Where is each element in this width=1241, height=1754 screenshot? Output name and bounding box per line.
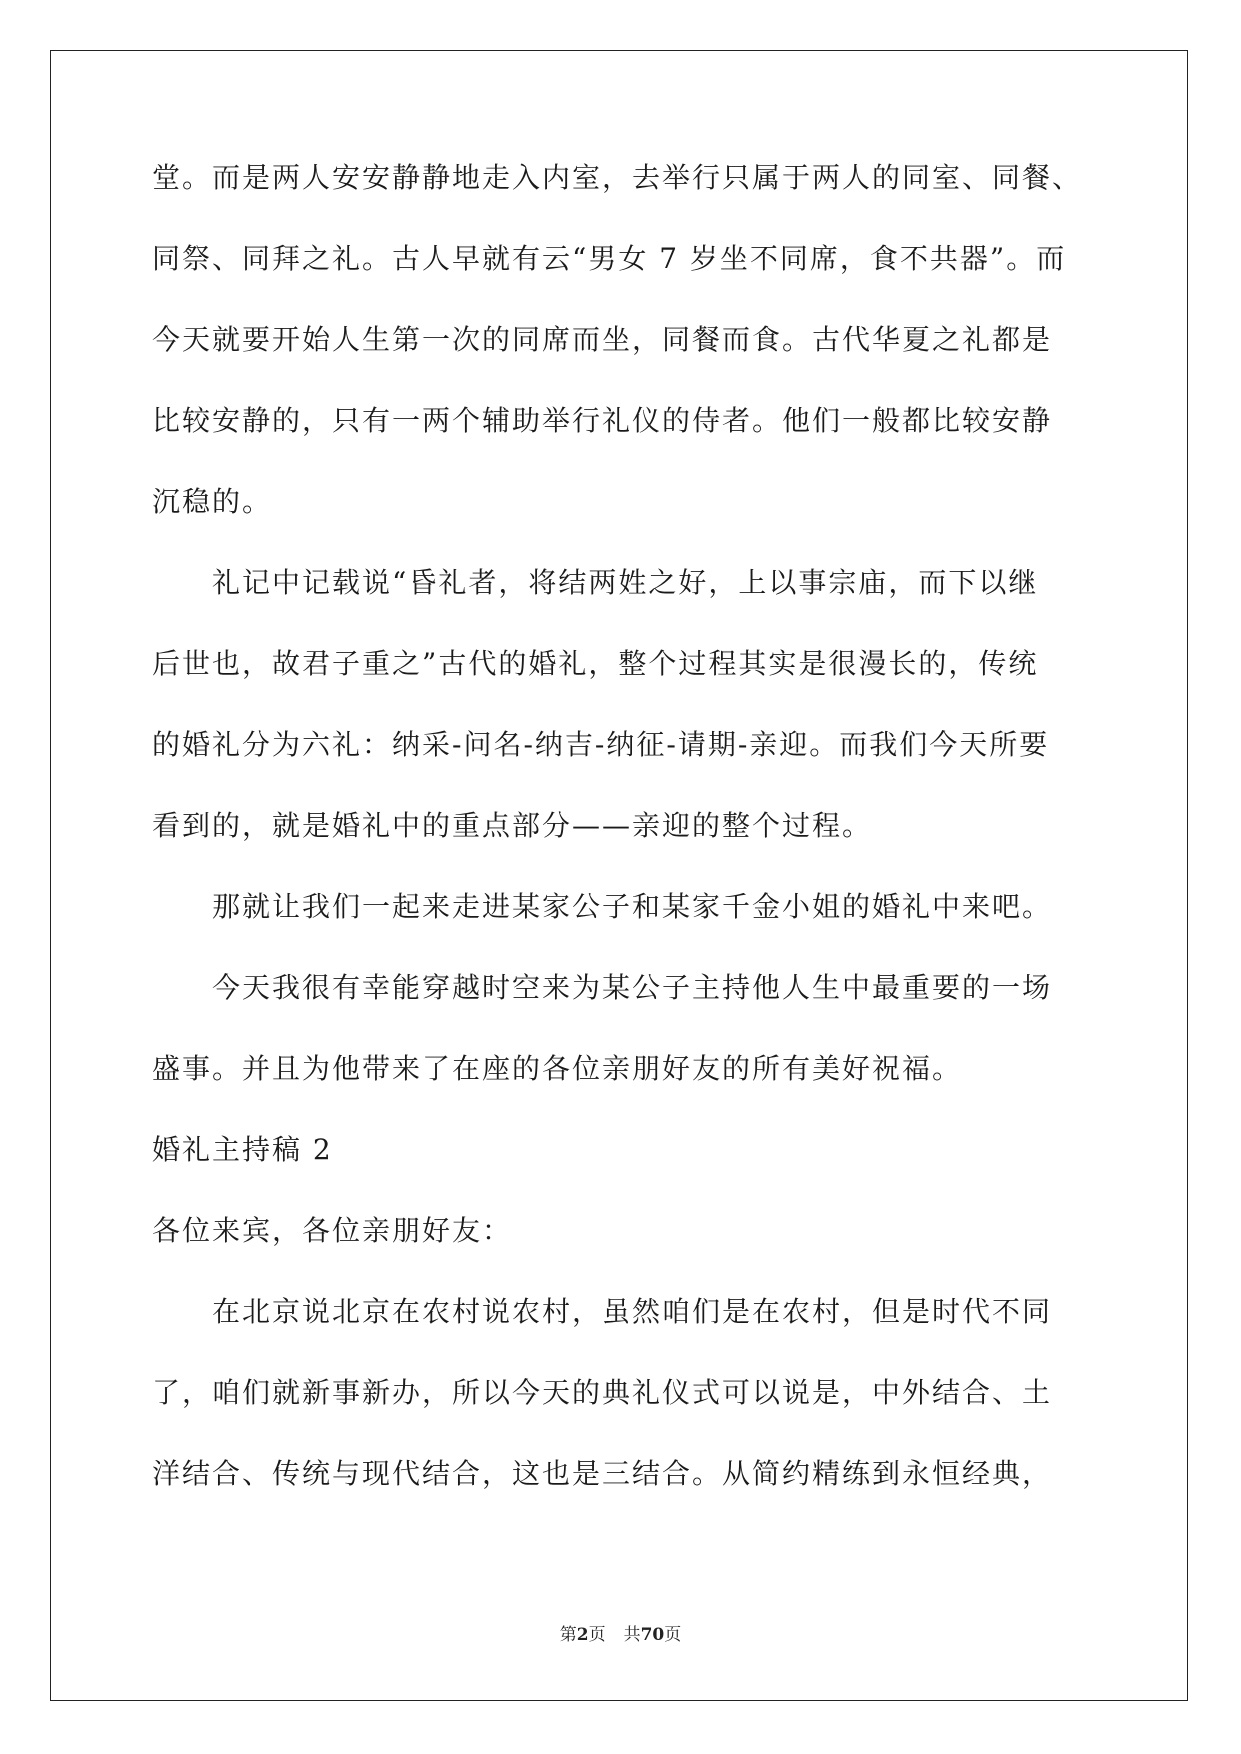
text-line-10: 那就让我们一起来走进某家公子和某家千金小姐的婚礼中来吧。 — [212, 890, 1053, 923]
text-line-1: 堂。而是两人安安静静地走入内室，去举行只属于两人的同室、同餐、 — [152, 161, 1083, 194]
text-line-3: 今天就要开始人生第一次的同席而坐，同餐而食。古代华夏之礼都是 — [152, 323, 1053, 356]
text-line-8: 的婚礼分为六礼：纳采-问名-纳吉-纳征-请期-亲迎。而我们今天所要 — [152, 728, 1050, 761]
text-line-2: 同祭、同拜之礼。古人早就有云“男女 7 岁坐不同席，食不共器”。而 — [152, 242, 1067, 275]
text-line-4: 比较安静的，只有一两个辅助举行礼仪的侍者。他们一般都比较安静 — [152, 404, 1053, 437]
total-prefix: 共 — [623, 1625, 641, 1645]
text-line-16: 了，咱们就新事新办，所以今天的典礼仪式可以说是，中外结合、土 — [152, 1376, 1053, 1409]
page-number: 2 — [576, 1625, 589, 1645]
text-line-12: 盛事。并且为他带来了在座的各位亲朋好友的所有美好祝福。 — [152, 1052, 963, 1085]
document-body — [152, 158, 1092, 1535]
text-line-6: 礼记中记载说“昏礼者，将结两姓之好，上以事宗庙，而下以继 — [212, 566, 1039, 599]
text-line-9: 看到的，就是婚礼中的重点部分——亲迎的整个过程。 — [152, 809, 873, 842]
text-line-15: 在北京说北京在农村说农村，虽然咱们是在农村，但是时代不同 — [212, 1295, 1053, 1328]
page-footer — [0, 1620, 1241, 1645]
text-line-17: 洋结合、传统与现代结合，这也是三结合。从简约精练到永恒经典， — [152, 1457, 1053, 1490]
page-suffix: 页 — [588, 1625, 606, 1645]
page-prefix: 第 — [559, 1625, 577, 1645]
section-heading: 婚礼主持稿 2 — [152, 1133, 333, 1166]
total-suffix: 页 — [664, 1625, 682, 1645]
text-line-5: 沉稳的。 — [152, 485, 273, 518]
text-line-7: 后世也，故君子重之”古代的婚礼，整个过程其实是很漫长的，传统 — [152, 647, 1039, 680]
text-line-11: 今天我很有幸能穿越时空来为某公子主持他人生中最重要的一场 — [212, 971, 1053, 1004]
text-line-14: 各位来宾，各位亲朋好友： — [152, 1214, 513, 1247]
total-pages: 70 — [640, 1625, 665, 1645]
